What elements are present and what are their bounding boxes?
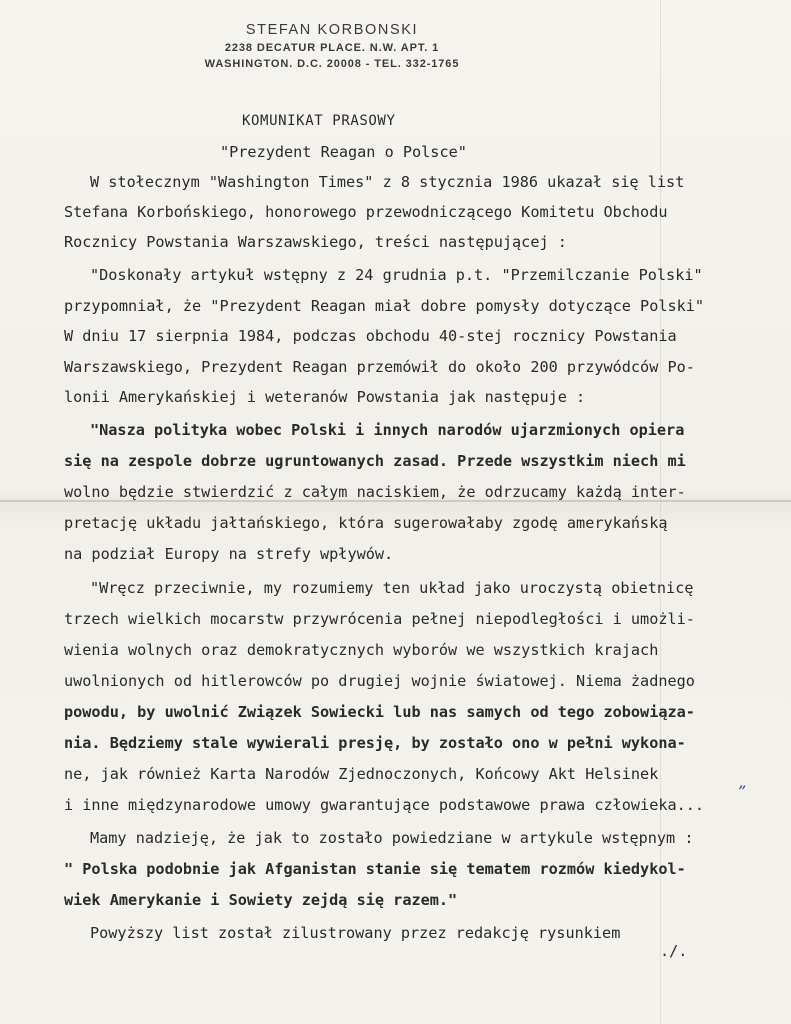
handwritten-quote-mark: ” [738,782,747,801]
quote-line: "Wręcz przeciwnie, my rozumiemy ten układ jako uroczystą obietnicę [90,579,694,597]
quote-line: wienia wolnych oraz demokratycznych wyborów we wszystkich krajach [64,641,659,659]
quote-line: wolno będzie stwierdzić z całym naciskiem, że odrzucamy każdą inter- [64,483,686,501]
body-line: przypomniał, że "Prezydent Reagan miał dobre pomysły dotyczące Polski" [64,297,705,315]
body-line: W dniu 17 sierpnia 1984, podczas obchodu 40-stej rocznicy Powstania [64,327,677,345]
body-line: Powyższy list został zilustrowany przez redakcję rysunkiem [90,924,621,942]
quote-line: nia. Będziemy stale wywierali presję, by zostało ono w pełni wykona- [64,734,686,752]
body-line: Mamy nadzieję, że jak to zostało powiedziane w artykule wstępnym : [90,829,694,847]
body-line: lonii Amerykańskiej i weteranów Powstania jak następuje : [64,388,586,406]
quote-line: uwolnionych od hitlerowców po drugiej wojnie światowej. Niema żadnego [64,672,695,690]
quote-line: ne, jak również Karta Narodów Zjednoczonych, Końcowy Akt Helsinek [64,765,659,783]
quote-line: na podział Europy na strefy wpływów. [64,545,394,563]
body-line: W stołecznym "Washington Times" z 8 stycznia 1986 ukazał się list [90,173,685,191]
body-line: Stefana Korbońskiego, honorowego przewodniczącego Komitetu Obchodu [64,203,668,221]
body-line: "Doskonały artykuł wstępny z 24 grudnia p.t. "Przemilczanie Polski" [90,266,703,284]
body-line: Rocznicy Powstania Warszawskiego, treści następującej : [64,233,567,251]
quote-line: powodu, by uwolnić Związek Sowiecki lub nas samych od tego zobowiąza- [64,703,695,721]
letterhead [182,22,482,70]
letterhead-name: STEFAN KORBONSKI [245,22,419,38]
letterhead-address: 2238 DECATUR PLACE. N.W. APT. 1 [224,42,440,54]
continuation-mark: ./. [660,942,688,960]
quote-line: pretację układu jałtańskiego, która sugerowałaby zgodę amerykańską [64,514,668,532]
body-line: wiek Amerykanie i Sowiety zejdą się razem." [64,891,458,909]
letterhead-city-phone: WASHINGTON. D.C. 20008 - TEL. 332-1765 [204,58,460,70]
quote-line: i inne międzynarodowe umowy gwarantujące podstawowe prawa człowieka... [64,796,705,814]
quote-line: trzech wielkich mocarstw przywrócenia pełnej niepodległości i umożli- [64,610,695,628]
quote-line: "Nasza polityka wobec Polski i innych narodów ujarzmionych opiera [90,421,685,439]
body-line: Warszawskiego, Prezydent Reagan przemówił do około 200 przywódców Po- [64,358,695,376]
document-heading: KOMUNIKAT PRASOWY [242,113,396,129]
body-line: " Polska podobnie jak Afganistan stanie się tematem rozmów kiedykol- [64,860,686,878]
document-subheading: "Prezydent Reagan o Polsce" [220,143,467,161]
quote-line: się na zespole dobrze ugruntowanych zasad. Przede wszystkim niech mi [64,452,686,470]
